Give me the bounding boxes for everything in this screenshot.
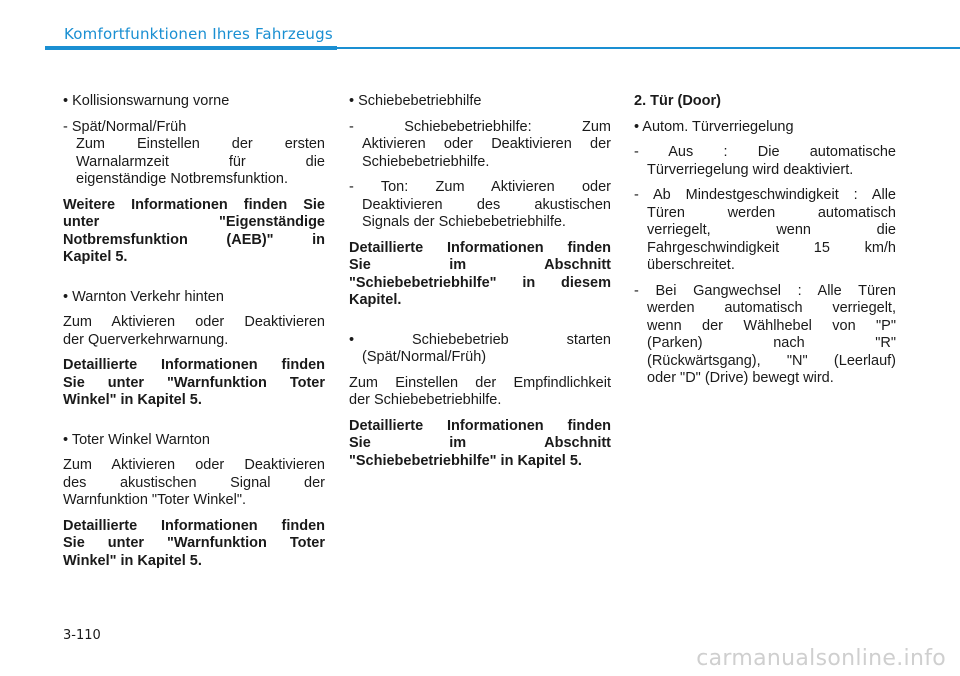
bullet-item: • Toter Winkel Warnton xyxy=(63,431,210,448)
section-heading: 2. Tür (Door) xyxy=(634,93,721,109)
dash-item: - Ton: Zum Aktivieren oder Deaktivieren des akustischen Signals der Schiebebetriebhilfe. xyxy=(349,179,611,230)
bullet-item: • Schiebebetrieb starten (Spät/Normal/Früh) xyxy=(349,331,611,365)
header-rule-thin xyxy=(337,47,960,49)
reference-note: Detaillierte Informationen finden Sie im Abschnitt "Schiebebetriebhilfe" in diesem Kapitel. xyxy=(349,239,611,308)
column-left xyxy=(63,93,325,578)
dash-item: - Aus : Die automatische Türverriegelung wird deaktiviert. xyxy=(634,144,896,178)
section-title: Komfortfunktionen Ihres Fahrzeugs xyxy=(64,25,333,43)
column-middle xyxy=(349,93,611,478)
reference-note: Detaillierte Informationen finden Sie unter "Warnfunktion Toter Winkel" in Kapitel 5. xyxy=(63,357,325,408)
indented-description: Zum Einstellen der ersten Warnalarmzeit für die eigenständige Notbremsfunktion. xyxy=(76,136,325,187)
reference-note: Weitere Informationen finden Sie unter "Eigenständige Notbremsfunktion (AEB)" in Kapitel 5. xyxy=(63,196,325,265)
page-number: 3-110 xyxy=(63,628,101,643)
dash-item: - Schiebebetriebhilfe: Zum Aktivieren oder Deaktivieren der Schiebebetriebhilfe. xyxy=(349,118,611,170)
watermark: carmanualsonline.info xyxy=(696,646,946,671)
description: Zum Aktivieren oder Deaktivieren der Querverkehrwarnung. xyxy=(63,314,325,348)
bullet-item: • Warnton Verkehr hinten xyxy=(63,288,224,305)
dash-item: - Spät/Normal/Früh xyxy=(63,118,187,135)
header-rule-thick xyxy=(45,46,337,50)
reference-note: Detaillierte Informationen finden Sie im Abschnitt "Schiebebetriebhilfe" in Kapitel 5. xyxy=(349,417,611,469)
bullet-item: • Kollisionswarnung vorne xyxy=(63,93,230,109)
bullet-item: • Autom. Türverriegelung xyxy=(634,118,794,135)
description: Zum Aktivieren oder Deaktivieren des akustischen Signal der Warnfunktion "Toter Winkel". xyxy=(63,457,325,508)
description: Zum Einstellen der Empfindlichkeit der Schiebebetriebhilfe. xyxy=(349,374,611,408)
reference-note: Detaillierte Informationen finden Sie unter "Warnfunktion Toter Winkel" in Kapitel 5. xyxy=(63,517,325,569)
bullet-item: • Schiebebetriebhilfe xyxy=(349,93,482,109)
dash-item: - Bei Gangwechsel : Alle Türen werden automatisch verriegelt, wenn der Wählhebel von "P" (Parken) nach "R" (Rückwärtsgang), "N" (Leerlauf) oder "D" (Drive) bewegt wird. xyxy=(634,282,896,386)
column-right xyxy=(634,93,896,396)
dash-item: - Ab Mindestgeschwindigkeit : Alle Türen werden automatisch verriegelt, wenn die Fahrgeschwindigkeit 15 km/h überschreitet. xyxy=(634,187,896,273)
